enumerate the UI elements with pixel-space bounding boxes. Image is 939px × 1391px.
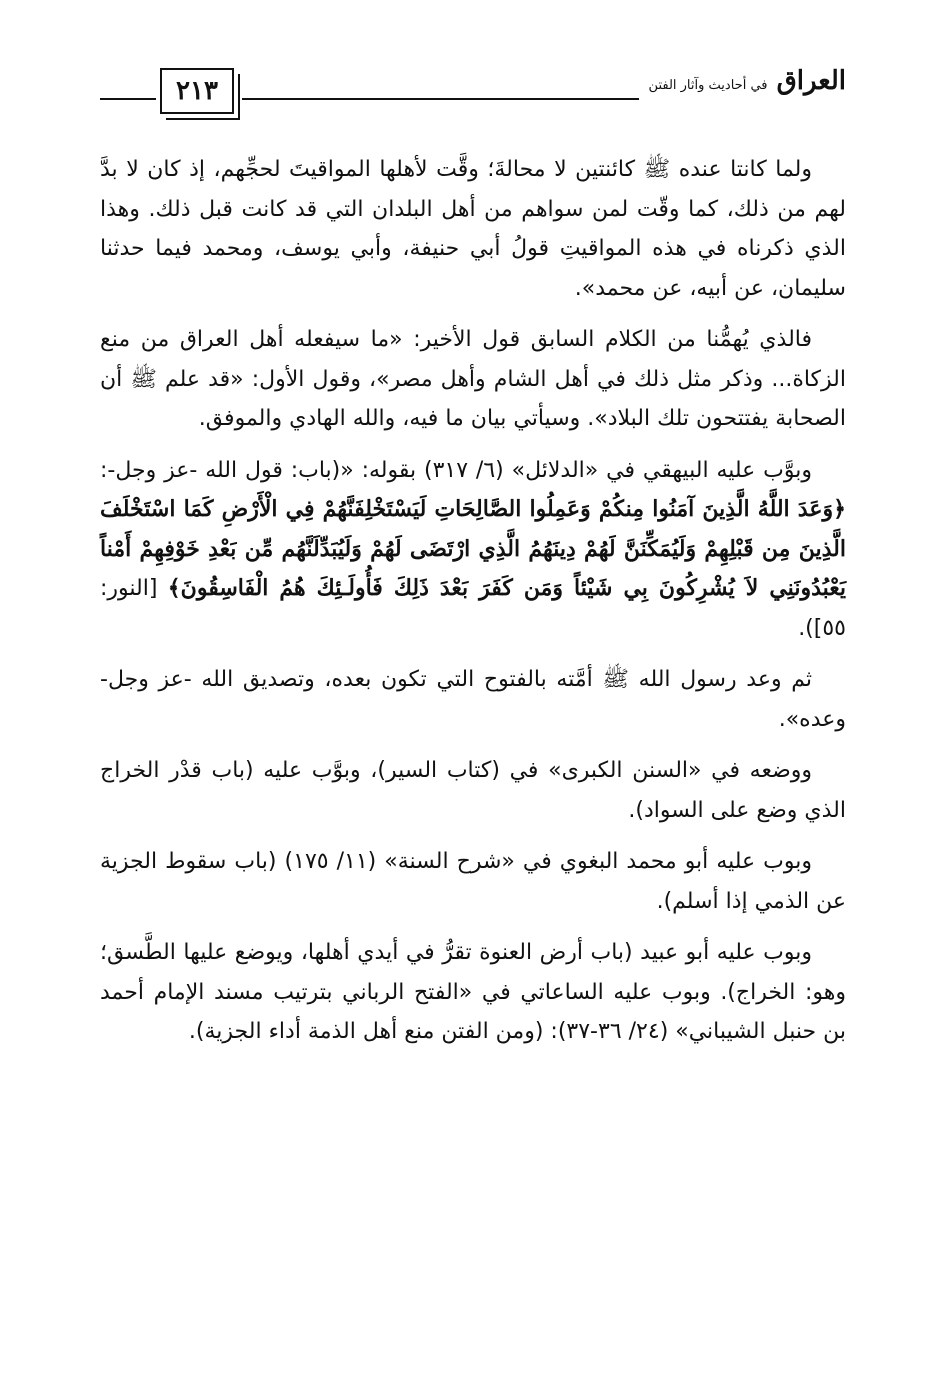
paragraph-3 xyxy=(100,451,846,649)
page-body xyxy=(100,150,846,1064)
paragraph-5: ووضعه في «السنن الكبرى» في (كتاب السير)، وبوَّب عليه (باب قدْر الخراج الذي وضع على السواد). xyxy=(100,758,846,823)
paragraph-1: ولما كانتا عنده ﷺ كائنتين لا محالةَ؛ وقَّت لأهلها المواقيتَ لحجِّهم، إذ كان لا بدَّ لهم من ذلك، كما وقّت لمن سواهم من أهل البلدان التي قد كانت قبل ذلك. وهذا الذي ذكرناه في هذه المواقيتِ قولُ أبي حنيفة، وأبي يوسف، ومحمد فيما حدثنا سليمان، عن أبيه، عن محمد». xyxy=(100,157,846,301)
paragraph-2: فالذي يُهمُّنا من الكلام السابق قول الأخير: «ما سيفعله أهل العراق من منع الزكاة... وذكر مثل ذلك في أهل الشام وأهل مصر»، وقول الأول: «قد علم ﷺ أن الصحابة يفتتحون تلك البلاد». وسيأتي بيان ما فيه، والله الهادي والموفق. xyxy=(100,327,846,431)
verse-reference: [النور: ٥٥]). xyxy=(100,576,846,641)
quran-verse: ﴿وَعَدَ اللَّهُ الَّذِينَ آمَنُوا مِنكُمْ وَعَمِلُوا الصَّالِحَاتِ لَيَسْتَخْلِفَنَّهُمْ فِي الْأَرْضِ كَمَا اسْتَخْلَفَ الَّذِينَ مِن قَبْلِهِمْ وَلَيُمَكِّنَنَّ لَهُمْ دِينَهُمُ الَّذِي ارْتَضَى لَهُمْ وَلَيُبَدِّلَنَّهُم مِّن بَعْدِ خَوْفِهِمْ أَمْناً يَعْبُدُونَنِي لاَ يُشْرِكُونَ بِي شَيْئاً وَمَن كَفَرَ بَعْدَ ذَلِكَ فَأُولَـئِكَ هُمُ الْفَاسِقُونَ﴾ xyxy=(100,496,846,601)
page-header xyxy=(100,62,846,122)
header-rule-left xyxy=(100,98,156,100)
page-number: ٢١٣ xyxy=(160,68,234,114)
paragraph-6: وبوب عليه أبو محمد البغوي في «شرح السنة» (١١/ ١٧٥) (باب سقوط الجزية عن الذمي إذا أسلم). xyxy=(100,849,846,914)
paragraph-3-intro: وبوَّب عليه البيهقي في «الدلائل» (٦/ ٣١٧) بقوله: «(باب: قول الله -عز وجل-: xyxy=(100,457,812,483)
running-title xyxy=(639,66,846,101)
paragraph-4: ثم وعد رسول الله ﷺ أمَّته بالفتوح التي تكون بعده، وتصديق الله -عز وجل- وعده». xyxy=(100,667,846,732)
paragraph-7: وبوب عليه أبو عبيد (باب أرض العنوة تقرُّ في أيدي أهلها، ويوضع عليها الطَّسق؛ وهو: الخراج). وبوب عليه الساعاتي في «الفتح الرباني بترتيب مسند الإمام أحمد بن حنبل الشيباني» (٢٤/ ٣٦-٣٧): (ومن الفتن منع أهل الذمة أداء الجزية). xyxy=(100,940,846,1044)
running-title-main: العراق xyxy=(776,66,846,96)
running-title-sub: في أحاديث وآثار الفتن xyxy=(648,78,768,93)
